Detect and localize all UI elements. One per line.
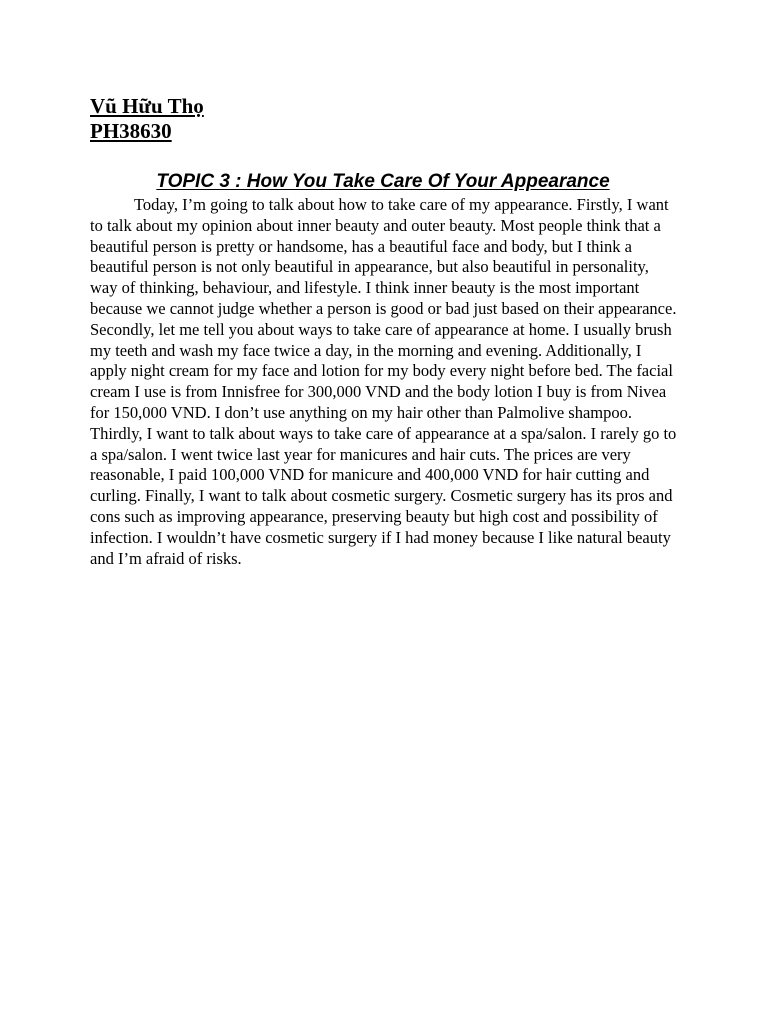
document-title: TOPIC 3 : How You Take Care Of Your Appearance — [156, 171, 610, 192]
document-header — [90, 94, 204, 144]
essay-paragraph: Today, I’m going to talk about how to take care of my appearance. Firstly, I want to talk about my opinion about inner beauty and outer beauty. Most people think that a beautiful person is pretty or handsome, has a beautiful face and body, but I think a beautiful person is not only beautiful in appearance, but also beautiful in personality, way of thinking, behaviour, and lifestyle. I think inner beauty is the most important because we cannot judge whether a person is good or bad just based on their appearance. Secondly, let me tell you about ways to take care of appearance at home. I usually brush my teeth and wash my face twice a day, in the morning and evening. Additionally, I apply night cream for my face and lotion for my body every night before bed. The facial cream I use is from Innisfree for 300,000 VND and the body lotion I buy is from Nivea for 150,000 VND. I don’t use anything on my hair other than Palmolive shampoo. Thirdly, I want to talk about ways to take care of appearance at a spa/salon. I rarely go to a spa/salon. I went twice last year for manicures and hair cuts. The prices are very reasonable, I paid 100,000 VND for manicure and 400,000 VND for hair cutting and curling. Finally, I want to talk about cosmetic surgery. Cosmetic surgery has its pros and cons such as improving appearance, preserving beauty but high cost and possibility of infection. I wouldn’t have cosmetic surgery if I had money because I like natural beauty and I’m afraid of risks. — [90, 195, 677, 568]
author-name: Vũ Hữu Thọ — [90, 94, 204, 118]
student-id: PH38630 — [90, 119, 172, 143]
